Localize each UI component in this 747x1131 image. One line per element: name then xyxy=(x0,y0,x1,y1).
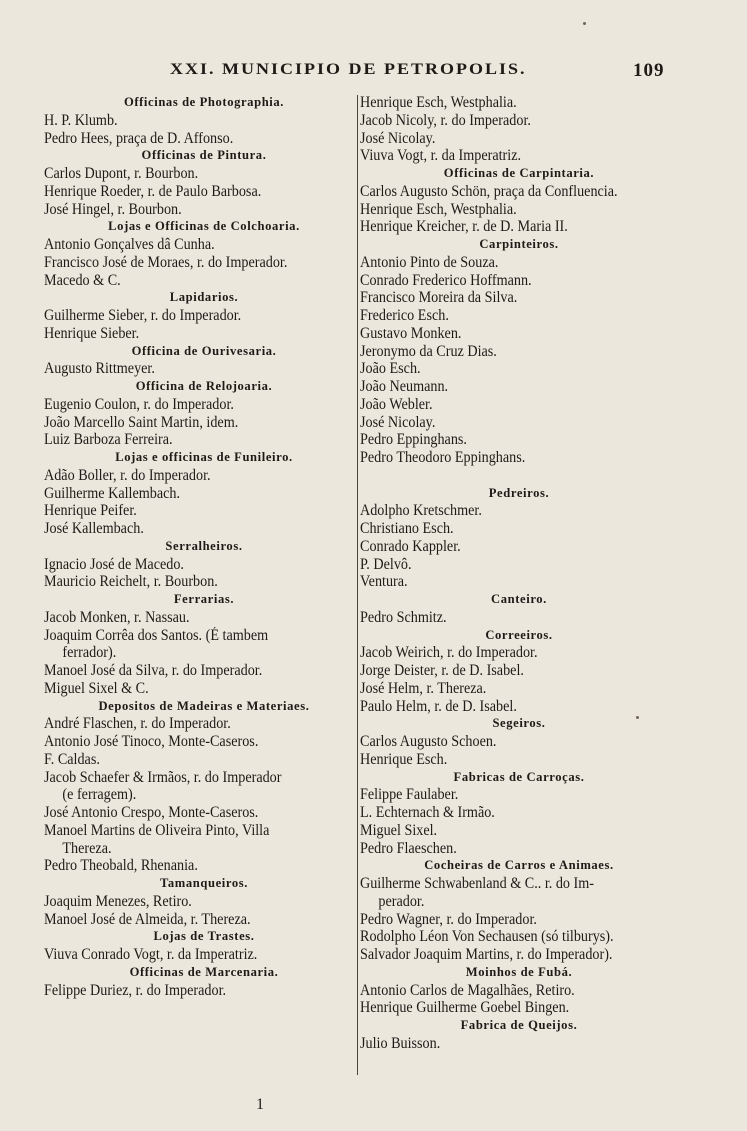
left-column xyxy=(44,94,356,999)
directory-entry: Henrique Esch. xyxy=(360,750,448,768)
footer-folio: 1 xyxy=(256,1096,264,1113)
directory-section xyxy=(360,964,678,1017)
directory-entry: Frederico Esch. xyxy=(360,307,449,324)
directory-entry: Carlos Dupont, r. Bourbon. xyxy=(44,165,199,182)
directory-entry: Pedro Wagner, r. do Imperador. xyxy=(360,910,537,928)
directory-entry: Christiano Esch. xyxy=(360,520,454,537)
directory-entry: (e ferragem). xyxy=(62,786,137,804)
section-heading: Carpinteiros. xyxy=(479,237,559,251)
directory-entry: Antonio Pinto de Souza. xyxy=(360,253,499,271)
directory-entry: Conrado Frederico Hoffmann. xyxy=(360,271,532,289)
directory-entry: André Flaschen, r. do Imperador. xyxy=(44,715,231,733)
section-heading: Tamanqueiros. xyxy=(160,876,248,890)
directory-section xyxy=(360,627,678,716)
section-heading: Ferrarias. xyxy=(173,592,235,606)
section-spacer xyxy=(360,467,678,485)
directory-entry: João Neumann. xyxy=(360,378,449,395)
directory-entry: Guilherme Schwabenland & C.. r. do Im- xyxy=(360,875,594,892)
directory-entry: Pedro Schmitz. xyxy=(360,608,447,626)
section-heading: Moinhos de Fubá. xyxy=(465,964,573,979)
directory-entry: Augusto Rittmeyer. xyxy=(44,360,155,378)
directory-entry: Manoel Martins de Oliveira Pinto, Villa xyxy=(44,821,270,839)
directory-section xyxy=(44,289,356,342)
directory-section xyxy=(44,147,356,218)
directory-section xyxy=(360,485,678,592)
directory-section xyxy=(360,857,678,964)
directory-entry: Henrique Roeder, r. de Paulo Barbosa. xyxy=(44,182,262,200)
directory-section xyxy=(44,218,356,289)
directory-entry: Manoel José da Silva, r. do Imperador. xyxy=(44,662,263,679)
section-heading: Segeiros. xyxy=(492,716,546,731)
directory-entry: José Kallembach. xyxy=(44,520,144,537)
directory-entry: João Esch. xyxy=(360,360,421,378)
page-title: XXI. MUNICIPIO DE PETROPOLIS. xyxy=(170,60,527,78)
section-heading: Lojas e Officinas de Colchoaria. xyxy=(108,219,300,234)
directory-entry: Viuva Conrado Vogt, r. da Imperatriz. xyxy=(44,946,258,963)
directory-entry: Jorge Deister, r. de D. Isabel. xyxy=(360,662,524,679)
directory-entry: Jacob Weirich, r. do Imperador. xyxy=(360,644,538,662)
directory-section xyxy=(44,698,356,876)
directory-entry: Mauricio Reichelt, r. Bourbon. xyxy=(44,573,218,591)
directory-entry: Felippe Faulaber. xyxy=(360,786,459,804)
directory-entry: Thereza. xyxy=(62,839,112,857)
section-heading: Lojas de Trastes. xyxy=(153,929,255,944)
directory-section xyxy=(44,538,356,591)
directory-section xyxy=(360,94,678,165)
directory-entry: H. P. Klumb. xyxy=(44,111,118,129)
directory-section xyxy=(44,94,356,147)
directory-entry: Pedro Flaeschen. xyxy=(360,839,457,857)
directory-entry: Francisco José de Moraes, r. do Imperador. xyxy=(44,253,288,271)
section-heading: Lapidarios. xyxy=(169,290,239,305)
directory-entry: Adolpho Kretschmer. xyxy=(360,502,482,520)
directory-entry: Miguel Sixel. xyxy=(360,821,438,839)
directory-section xyxy=(44,964,356,1000)
directory-section xyxy=(44,343,356,379)
section-heading: Officinas de Carpintaria. xyxy=(443,166,595,180)
directory-section xyxy=(44,591,356,698)
directory-entry: F. Caldas. xyxy=(44,750,100,768)
section-heading: Cocheiras de Carros e Animaes. xyxy=(424,858,614,873)
directory-entry: Henrique Esch, Westphalia. xyxy=(360,200,517,218)
section-heading: Canteiro. xyxy=(491,592,547,606)
directory-entry: Pedro Eppinghans. xyxy=(360,431,467,449)
directory-entry: Guilherme Kallembach. xyxy=(44,484,181,502)
directory-entry: José Hingel, r. Bourbon. xyxy=(44,200,182,218)
directory-section xyxy=(360,591,678,627)
directory-entry: Ventura. xyxy=(360,573,408,591)
directory-entry: Francisco Moreira da Silva. xyxy=(360,289,518,307)
ink-speck xyxy=(583,22,586,25)
directory-section xyxy=(360,165,678,236)
directory-entry: Salvador Joaquim Martins, r. do Imperador). xyxy=(360,946,613,963)
directory-entry: Jacob Monken, r. Nassau. xyxy=(44,608,190,626)
directory-entry: Ignacio José de Macedo. xyxy=(44,555,184,573)
directory-entry: Manoel José de Almeida, r. Thereza. xyxy=(44,910,251,928)
directory-section xyxy=(44,928,356,964)
directory-entry: ferrador). xyxy=(62,644,117,662)
directory-entry: perador. xyxy=(378,892,425,910)
directory-entry: Carlos Augusto Schön, praça da Confluencia. xyxy=(360,182,618,200)
directory-entry: Henrique Guilherme Goebel Bingen. xyxy=(360,999,570,1017)
directory-entry: Antonio Carlos de Magalhães, Retiro. xyxy=(360,981,575,999)
directory-entry: Carlos Augusto Schoen. xyxy=(360,733,497,750)
directory-entry: Gustavo Monken. xyxy=(360,324,462,342)
section-heading: Fabricas de Carroças. xyxy=(453,769,585,784)
directory-entry: Viuva Vogt, r. da Imperatriz. xyxy=(360,147,522,165)
directory-entry: Antonio José Tinoco, Monte-Caseros. xyxy=(44,733,259,750)
section-heading: Officinas de Marcenaria. xyxy=(129,964,279,979)
directory-section xyxy=(44,378,356,449)
directory-entry: Guilherme Sieber, r. do Imperador. xyxy=(44,307,242,324)
directory-section xyxy=(360,236,678,467)
section-heading: Pedreiros. xyxy=(488,485,550,500)
section-heading: Correeiros. xyxy=(485,627,553,642)
section-heading: Officina de Relojoaria. xyxy=(135,379,273,393)
page-number: 109 xyxy=(633,60,665,81)
directory-entry: Jacob Schaefer & Irmãos, r. do Imperador xyxy=(44,768,282,786)
directory-entry: Miguel Sixel & C. xyxy=(44,679,149,697)
directory-entry: Pedro Theodoro Eppinghans. xyxy=(360,449,526,466)
directory-section xyxy=(44,449,356,538)
section-heading: Officinas de Pintura. xyxy=(141,148,267,163)
directory-entry: Antonio Gonçalves dâ Cunha. xyxy=(44,236,215,253)
directory-entry: José Helm, r. Thereza. xyxy=(360,679,487,697)
directory-section xyxy=(44,875,356,928)
directory-entry: José Nicolay. xyxy=(360,413,436,431)
directory-entry: P. Delvô. xyxy=(360,555,412,573)
directory-entry: Macedo & C. xyxy=(44,271,121,289)
section-heading: Depositos de Madeiras e Materiaes. xyxy=(98,698,310,713)
directory-entry: José Antonio Crespo, Monte-Caseros. xyxy=(44,804,259,821)
directory-entry: Joaquim Menezes, Retiro. xyxy=(44,892,192,910)
directory-entry: L. Echternach & Irmão. xyxy=(360,804,495,821)
directory-entry: Paulo Helm, r. de D. Isabel. xyxy=(360,697,517,715)
page-header xyxy=(0,60,747,84)
directory-entry: Felippe Duriez, r. do Imperador. xyxy=(44,981,227,999)
directory-entry: Julio Buisson. xyxy=(360,1034,441,1052)
directory-entry: Joaquim Corrêa dos Santos. (É tambem xyxy=(44,626,269,644)
directory-entry: Conrado Kappler. xyxy=(360,537,461,555)
directory-entry: Rodolpho Léon Von Sechausen (só tilburys). xyxy=(360,928,614,946)
section-heading: Serralheiros. xyxy=(165,538,243,553)
directory-section xyxy=(360,715,678,768)
directory-entry: Henrique Kreicher, r. de D. Maria II. xyxy=(360,218,568,236)
directory-entry: João Webler. xyxy=(360,395,433,413)
directory-entry: Pedro Theobald, Rhenania. xyxy=(44,857,198,875)
section-heading: Officina de Ourivesaria. xyxy=(131,343,277,358)
section-heading: Lojas e officinas de Funileiro. xyxy=(115,450,293,464)
directory-entry: Eugenio Coulon, r. do Imperador. xyxy=(44,395,234,413)
directory-entry: Henrique Peifer. xyxy=(44,502,137,520)
directory-entry: Luiz Barboza Ferreira. xyxy=(44,431,173,449)
directory-section xyxy=(360,1017,678,1053)
directory-entry: Henrique Esch, Westphalia. xyxy=(360,94,517,111)
directory-entry: Jeronymo da Cruz Dias. xyxy=(360,342,497,360)
section-heading: Fabrica de Queijos. xyxy=(460,1018,578,1032)
right-column xyxy=(360,94,678,1053)
column-divider xyxy=(357,95,358,1075)
directory-entry: Jacob Nicoly, r. do Imperador. xyxy=(360,111,531,129)
section-heading: Officinas de Photographia. xyxy=(123,95,285,109)
ink-speck xyxy=(636,716,639,719)
directory-entry: Pedro Hees, praça de D. Affonso. xyxy=(44,129,234,147)
directory-entry: José Nicolay. xyxy=(360,129,436,147)
directory-entry: Adão Boller, r. do Imperador. xyxy=(44,466,211,484)
directory-entry: Henrique Sieber. xyxy=(44,324,140,342)
directory-section xyxy=(360,769,678,858)
directory-entry: João Marcello Saint Martin, idem. xyxy=(44,413,239,431)
